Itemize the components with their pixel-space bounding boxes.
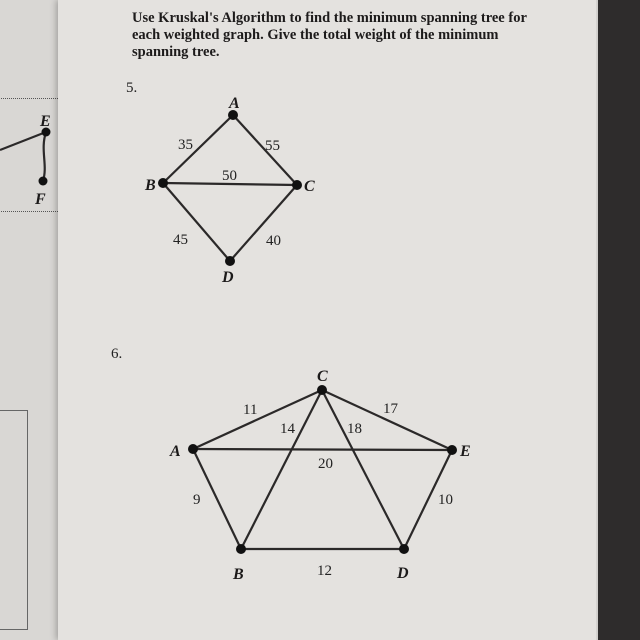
vertex-label-C: C xyxy=(317,368,328,385)
weight-A-B: 9 xyxy=(193,492,201,508)
weight-C-E: 17 xyxy=(383,401,398,417)
node-C xyxy=(292,180,302,190)
edge-C-D xyxy=(230,185,297,261)
vertex-label-B: B xyxy=(145,177,156,194)
fragment-node-F xyxy=(39,177,48,186)
weight-E-D: 10 xyxy=(438,492,453,508)
weight-C-D: 18 xyxy=(347,421,362,437)
instructions-text: Use Kruskal's Algorithm to find the minimum spanning tree for each weighted graph. Give the total weight of the minimum spanning tree. xyxy=(132,10,527,60)
problem-6-graph xyxy=(169,368,471,583)
weight-C-D: 40 xyxy=(266,233,281,249)
weight-B-C: 14 xyxy=(280,421,295,437)
weight-A-C: 55 xyxy=(265,138,280,154)
edge-A-C xyxy=(193,390,322,449)
vertex-label-D: D xyxy=(397,565,409,582)
vertex-label-D: D xyxy=(222,269,234,286)
fragment-edge-1 xyxy=(0,132,46,150)
edge-A-E xyxy=(193,449,452,450)
node-D xyxy=(399,544,409,554)
problem-5-number: 5. xyxy=(126,80,138,96)
weight-B-C: 50 xyxy=(222,168,237,184)
left-fragment-graph xyxy=(0,113,51,208)
node-C xyxy=(317,385,327,395)
weight-A-E: 20 xyxy=(318,456,333,472)
vertex-label-B: B xyxy=(233,566,244,583)
fragment-label-F: F xyxy=(35,191,46,208)
problem-5-graph xyxy=(144,95,315,286)
fragment-label-E: E xyxy=(40,113,51,130)
weight-A-B: 35 xyxy=(178,137,193,153)
node-E xyxy=(447,445,457,455)
edge-C-E xyxy=(322,390,452,450)
vertex-label-E: E xyxy=(460,443,471,460)
weight-B-D: 45 xyxy=(173,232,188,248)
node-B xyxy=(158,178,168,188)
fragment-edge-2 xyxy=(43,132,46,181)
vertex-label-A: A xyxy=(229,95,240,112)
weight-B-D: 12 xyxy=(317,563,332,579)
vertex-label-A: A xyxy=(170,443,181,460)
weight-A-C: 11 xyxy=(243,402,258,418)
edge-B-D xyxy=(163,183,230,261)
node-A xyxy=(188,444,198,454)
vertex-label-C: C xyxy=(304,178,315,195)
problem-6-number: 6. xyxy=(111,346,123,362)
node-B xyxy=(236,544,246,554)
node-D xyxy=(225,256,235,266)
